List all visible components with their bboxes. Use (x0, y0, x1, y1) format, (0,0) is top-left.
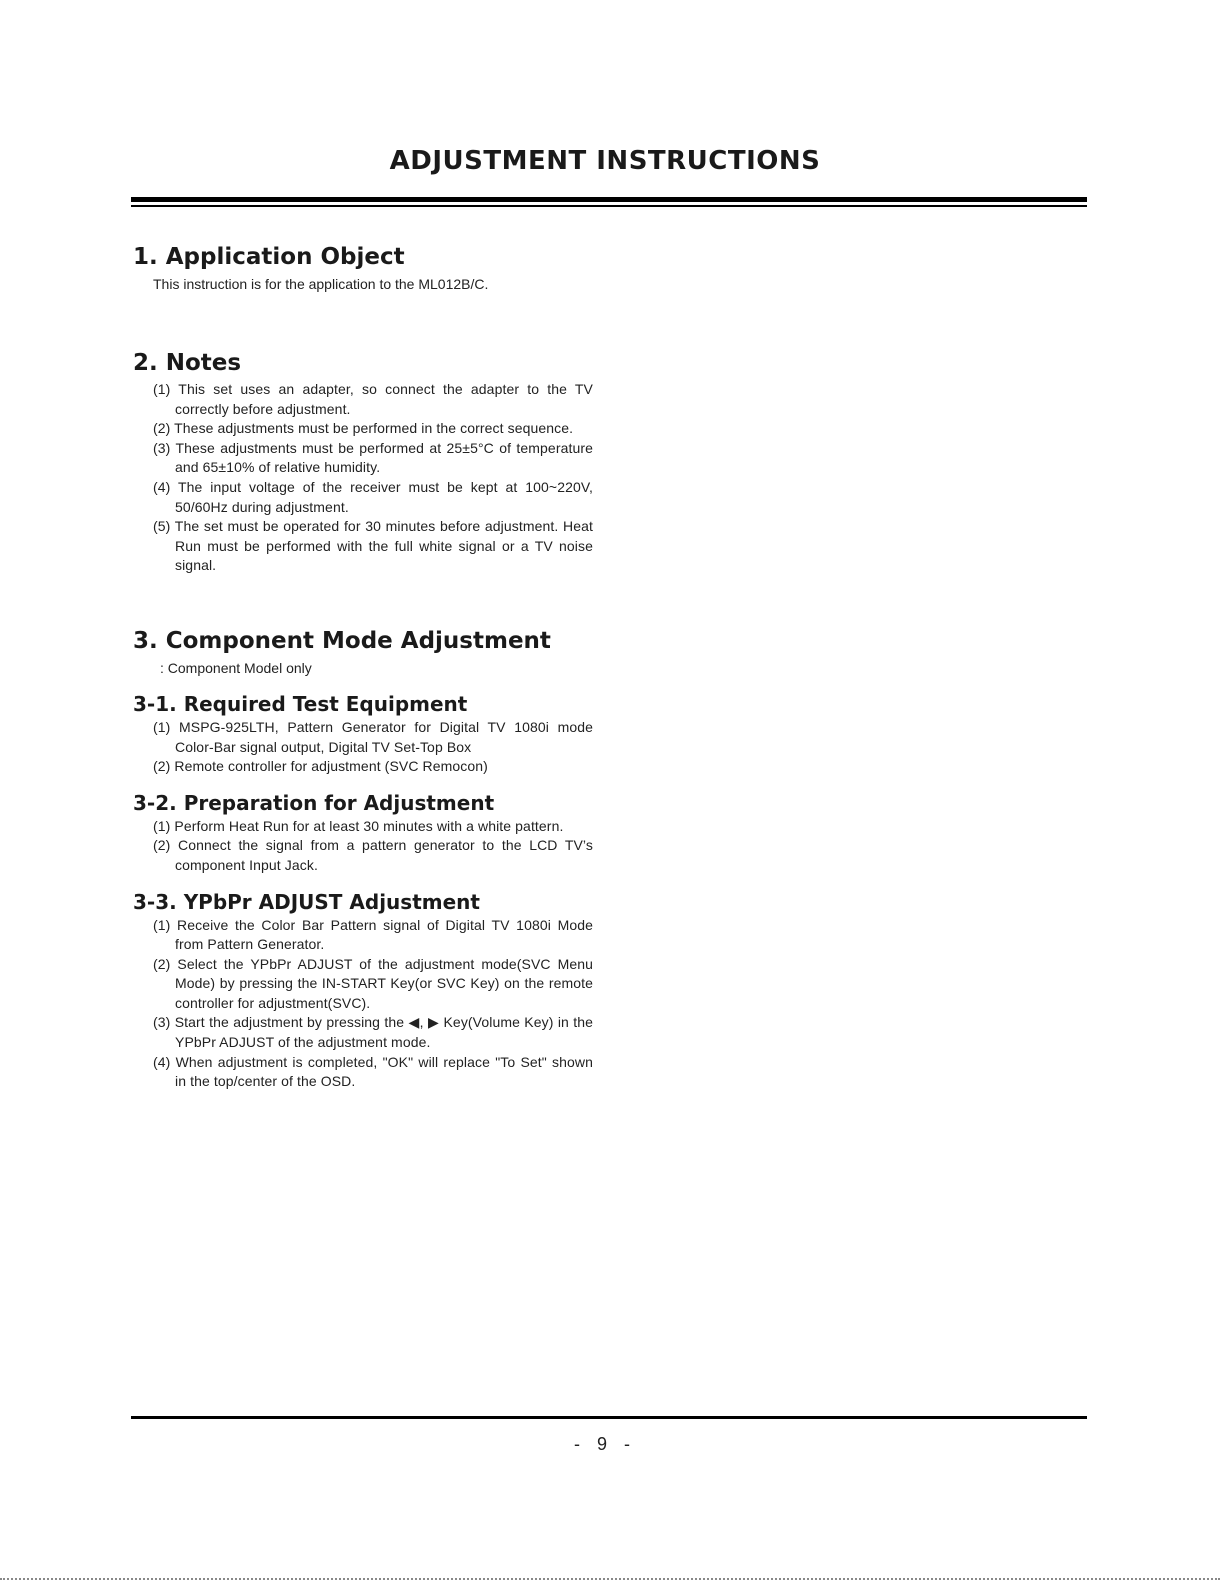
list-item: (2) Select the YPbPr ADJUST of the adjustment mode(SVC Menu Mode) by pressing the IN-START Key(or SVC Key) on the remote controller for adjustment(SVC). (153, 955, 593, 1011)
footer-rule (131, 1416, 1087, 1419)
section-heading-component-mode: 3. Component Mode Adjustment (133, 627, 551, 654)
component-model-note: : Component Model only (160, 659, 312, 676)
ypbpr-adjust-list (133, 916, 593, 1092)
header-rule-thin (131, 205, 1087, 207)
page-number: - 9 - (573, 1434, 636, 1454)
list-item: (1) Perform Heat Run for at least 30 minutes with a white pattern. (153, 817, 564, 834)
test-equipment-list (133, 718, 593, 777)
list-item: (2) These adjustments must be performed in the correct sequence. (153, 420, 574, 437)
section-heading-application-object: 1. Application Object (133, 244, 405, 270)
subsection-heading-preparation: 3-2. Preparation for Adjustment (133, 790, 495, 815)
notes-list (133, 380, 593, 576)
page-title: ADJUSTMENT INSTRUCTIONS (389, 146, 821, 176)
list-item: (2) Connect the signal from a pattern generator to the LCD TV’s component Input Jack. (153, 837, 593, 873)
list-item: (1) Receive the Color Bar Pattern signal of Digital TV 1080i Mode from Pattern Generator. (153, 916, 593, 953)
content-column (133, 240, 593, 1092)
subsection-heading-ypbpr-adjust: 3-3. YPbPr ADJUST Adjustment (133, 889, 480, 914)
list-item: (1) This set uses an adapter, so connect the adapter to the TV correctly before adjustment. (153, 381, 593, 417)
preparation-list (133, 817, 593, 876)
list-item: (5) The set must be operated for 30 minutes before adjustment. Heat Run must be performed with the full white signal or a TV noise signal. (153, 518, 593, 574)
list-item: (4) The input voltage of the receiver must be kept at 100~220V, 50/60Hz during adjustment. (153, 478, 593, 515)
page-edge-dotted-line (0, 1578, 1220, 1580)
section-heading-notes: 2. Notes (133, 350, 242, 376)
list-item: (1) MSPG-925LTH, Pattern Generator for Digital TV 1080i mode Color-Bar signal output, Digital TV Set-Top Box (153, 718, 593, 755)
header-rule-thick (131, 197, 1087, 202)
application-object-text: This instruction is for the application to the ML012B/C. (153, 276, 489, 292)
list-item: (4) When adjustment is completed, "OK" will replace "To Set" shown in the top/center of the OSD. (153, 1053, 593, 1090)
subsection-heading-test-equipment: 3-1. Required Test Equipment (133, 691, 468, 716)
list-item: (3) These adjustments must be performed at 25±5°C of temperature and 65±10% of relative humidity. (153, 439, 593, 476)
list-item: (3) Start the adjustment by pressing the ◀, ▶ Key(Volume Key) in the YPbPr ADJUST of the adjustment mode. (153, 1014, 593, 1051)
list-item: (2) Remote controller for adjustment (SVC Remocon) (153, 758, 488, 775)
